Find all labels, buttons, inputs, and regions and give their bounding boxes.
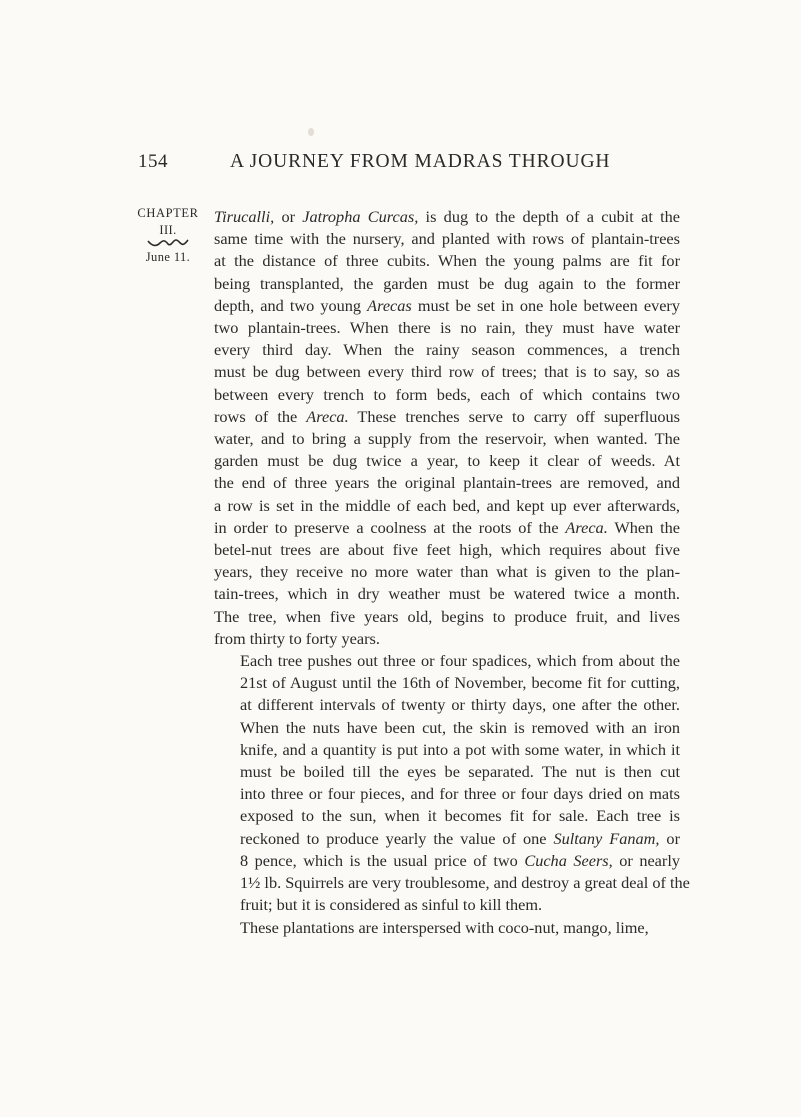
text-run: When the (607, 517, 680, 537)
text-run: These plantations are interspersed with coco-nut, mango, lime, (240, 917, 649, 937)
italic-term: Areca. (306, 406, 349, 426)
paper-smudge (308, 128, 314, 136)
page-number: 154 (138, 151, 168, 172)
text-run: The tree, when five years old, begins to produce fruit, and lives (214, 606, 680, 626)
text-line (214, 517, 680, 539)
text-run: at the distance of three cubits. When the young palms are fit for (214, 251, 680, 271)
text-line (214, 428, 680, 450)
text-run: depth, and two young (214, 295, 368, 315)
text-line (214, 206, 680, 228)
text-run: rows of the (214, 406, 307, 426)
text-run: being transplanted, the garden must be dug again to the former (214, 273, 680, 293)
text-line (214, 472, 680, 494)
text-line (214, 761, 680, 783)
text-run: every third day. When the rainy season commences, a trench (214, 340, 680, 360)
text-line (214, 650, 680, 672)
text-run: tain-trees, which in dry weather must be watered twice a month. (214, 584, 680, 604)
text-run: or nearly (612, 850, 680, 870)
text-run: garden must be dug twice a year, to keep it clear of weeds. At (214, 451, 680, 471)
text-line (214, 694, 680, 716)
italic-term: Sultany Fanam, (553, 828, 660, 848)
text-run: 21st of August until the 16th of November, become fit for cutting, (240, 673, 680, 693)
text-run: reckoned to produce yearly the value of one (240, 828, 554, 848)
text-run: from thirty to forty years. (214, 628, 380, 648)
text-line (214, 894, 680, 916)
italic-term: Arecas (367, 295, 412, 315)
text-line (214, 850, 680, 872)
paragraph-2 (214, 650, 690, 916)
text-run: between every trench to form beds, each of which contains two (214, 384, 680, 404)
text-line (214, 606, 680, 628)
margin-note (136, 205, 200, 265)
italic-term: Cucha Seers, (524, 850, 613, 870)
text-line (214, 828, 680, 850)
text-line (214, 361, 680, 383)
text-line (214, 561, 680, 583)
text-line (214, 583, 680, 605)
italic-term: Jatropha Curcas, (302, 207, 419, 226)
text-line (214, 805, 680, 827)
body-text (214, 206, 690, 939)
text-line (214, 250, 680, 272)
text-line (214, 273, 680, 295)
ornament-swash-icon (146, 237, 190, 249)
text-run: the end of three years the original plantain-trees are removed, and (214, 473, 680, 493)
text-run: a row is set in the middle of each bed, and kept up ever afterwards, (214, 495, 680, 515)
text-run: exposed to the sun, when it becomes fit for sale. Each tree is (240, 806, 680, 826)
text-line (214, 450, 680, 472)
text-line (214, 495, 680, 517)
text-line (214, 384, 680, 406)
text-run: When the nuts have been cut, the skin is removed with an iron (240, 717, 680, 737)
text-run: must be set in one hole between every (411, 295, 680, 315)
margin-date: June 11. (145, 250, 191, 264)
text-line (214, 672, 680, 694)
text-run: water, and to bring a supply from the reservoir, when wanted. The (214, 429, 680, 449)
text-run: years, they receive no more water than what is given to the plan- (214, 562, 680, 582)
text-line (214, 295, 680, 317)
paragraph-3 (214, 917, 680, 939)
text-run: in order to preserve a coolness at the roots of the (214, 517, 566, 537)
text-line (214, 228, 680, 250)
text-run: 8 pence, which is the usual price of two (240, 850, 525, 870)
text-line (214, 628, 680, 650)
text-run: must be dug between every third row of trees; that is to say, so as (214, 362, 680, 382)
text-line (214, 717, 680, 739)
text-line (214, 539, 680, 561)
text-run: fruit; but it is considered as sinful to kill them. (240, 895, 543, 915)
text-line (214, 783, 680, 805)
text-line (214, 406, 680, 428)
text-run: knife, and a quantity is put into a pot with some water, in which it (240, 739, 680, 759)
text-line (214, 872, 690, 894)
text-run: or (274, 207, 303, 226)
text-run: at different intervals of twenty or thirty days, one after the other. (240, 695, 680, 715)
text-run: two plantain-trees. When there is no rain, they must have water (214, 318, 680, 338)
chapter-number: III. (159, 223, 177, 237)
text-run: These trenches serve to carry off superfluous (348, 406, 680, 426)
italic-term: Areca. (565, 517, 608, 537)
text-line (214, 317, 680, 339)
text-run: is dug to the depth of a cubit at the (418, 207, 681, 226)
text-line (214, 739, 680, 761)
running-head: A JOURNEY FROM MADRAS THROUGH (230, 151, 611, 172)
chapter-label: CHAPTER (137, 206, 199, 220)
text-run: or (659, 828, 680, 848)
text-run: 1½ lb. Squirrels are very troublesome, and destroy a great deal of the (240, 873, 690, 893)
text-line (214, 917, 680, 939)
text-run: into three or four pieces, and for three or four days dried on mats (240, 784, 680, 804)
page-header (138, 151, 678, 175)
text-run: same time with the nursery, and planted with rows of plantain-trees (214, 229, 680, 249)
italic-term: Tirucalli, (214, 207, 275, 226)
text-run: must be boiled till the eyes be separated. The nut is then cut (240, 762, 680, 782)
paragraph-1 (214, 206, 680, 650)
text-run: Each tree pushes out three or four spadices, which from about the (240, 651, 680, 671)
text-run: betel-nut trees are about five feet high, which requires about five (214, 540, 680, 560)
text-line (214, 339, 680, 361)
